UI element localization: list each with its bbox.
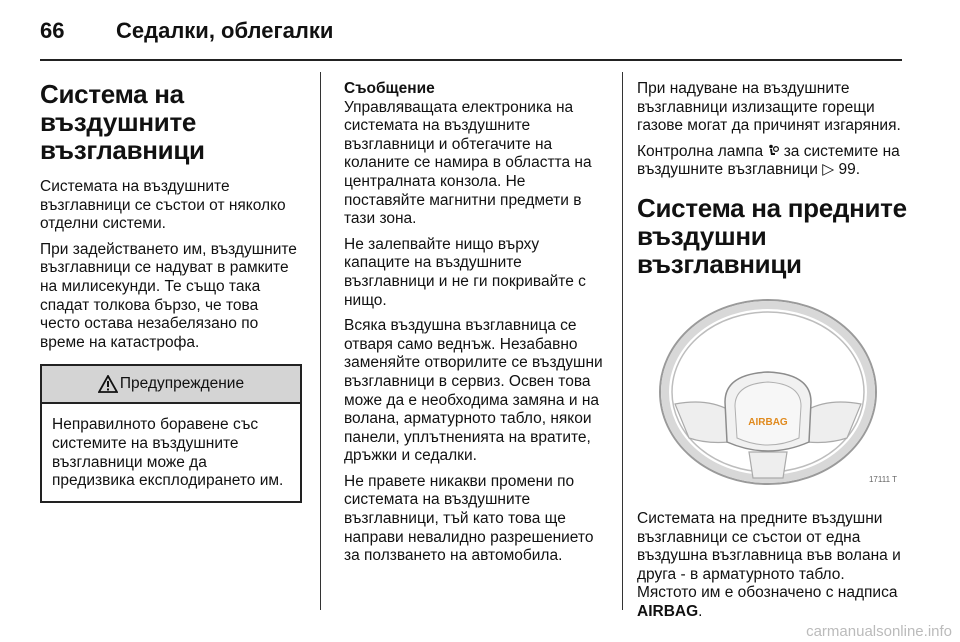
paragraph: Управляващата електроника на системата на въздушните възглавници и обтегачите на коланите се намира в областта на централната конзола. Не поставяйте магнитни предмети в тази зона. bbox=[344, 98, 592, 228]
paragraph: При надуване на въздушните възглавници излизащите горещи газове могат да причинят изгаряния. bbox=[637, 80, 901, 135]
front-airbag-heading: Система на предните въздушни възглавници bbox=[637, 192, 907, 279]
page-reference: 99. bbox=[838, 161, 861, 179]
steering-wheel-illustration bbox=[637, 292, 899, 492]
sentence-end: . bbox=[698, 602, 703, 620]
paragraph: Не залепвайте нищо върху капаците на въздушните възглавници и не ги покривайте с нищо. bbox=[344, 235, 586, 309]
paragraph bbox=[637, 143, 907, 180]
section-title: Седалки, облегалки bbox=[116, 18, 334, 43]
paragraph: Всяка въздушна възглавница се отваря само веднъж. Незабавно заменяйте отворилите се въздушни възглавници в сервиз. Освен това може да е необходима замяна и на волана, арматурното табло, някои панели, уплътненията на вратите, дръжки и седалки. bbox=[344, 317, 603, 465]
paragraph bbox=[637, 510, 907, 622]
warning-title: Предупреждение bbox=[119, 375, 245, 393]
notice-heading: Съобщение bbox=[344, 80, 435, 97]
image-code: 17111 T bbox=[868, 475, 897, 485]
page-header bbox=[0, 0, 960, 60]
watermark: carmanualsonline.info bbox=[806, 623, 952, 640]
column-3 bbox=[637, 80, 907, 629]
warning-triangle-icon bbox=[98, 375, 118, 393]
paragraph: Не правете никакви промени по системата на въздушните възглавници, тъй като това ще направи невалидно разрешението за ползването на автомобила. bbox=[344, 472, 594, 565]
paragraph: При задействането им, въздушните възглавници се надуват в рамките на милисекунди. Те също така спадат толкова бързо, че това често остава незабелязано по време на катастрофа. bbox=[40, 240, 297, 351]
warning-box bbox=[40, 364, 302, 502]
column-divider bbox=[320, 72, 321, 610]
airbag-warning-lamp-icon bbox=[767, 144, 779, 158]
paragraph: Системата на въздушните възглавници се състои от няколко отделни системи. bbox=[40, 178, 286, 233]
control-lamp-text: Контролна лампа bbox=[637, 142, 764, 160]
airbag-system-heading: Система на въздушните възглавници bbox=[40, 79, 205, 165]
warning-text: Неправилното боравене със системите на въздушните възглавници може да предизвика експлодирането им. bbox=[52, 416, 284, 490]
column-divider bbox=[622, 72, 623, 610]
airbag-label: AIRBAG bbox=[748, 416, 788, 428]
airbag-keyword: AIRBAG bbox=[637, 602, 699, 620]
page-number: 66 bbox=[40, 18, 65, 43]
column-2 bbox=[344, 80, 606, 573]
control-lamp-text-cont: за системите на въздушните възглавници bbox=[637, 142, 900, 179]
header-divider bbox=[40, 59, 902, 61]
front-airbag-text: Системата на предните въздушни възглавници се състои от една въздушна възглавница във волана и друга - в арматурното табло. Мястото им е обозначено с надписа bbox=[637, 509, 901, 602]
page-ref-arrow-icon: ▷ bbox=[822, 161, 835, 179]
warning-header bbox=[42, 366, 300, 404]
steering-wheel-icon bbox=[637, 292, 899, 492]
column-1 bbox=[40, 80, 302, 503]
